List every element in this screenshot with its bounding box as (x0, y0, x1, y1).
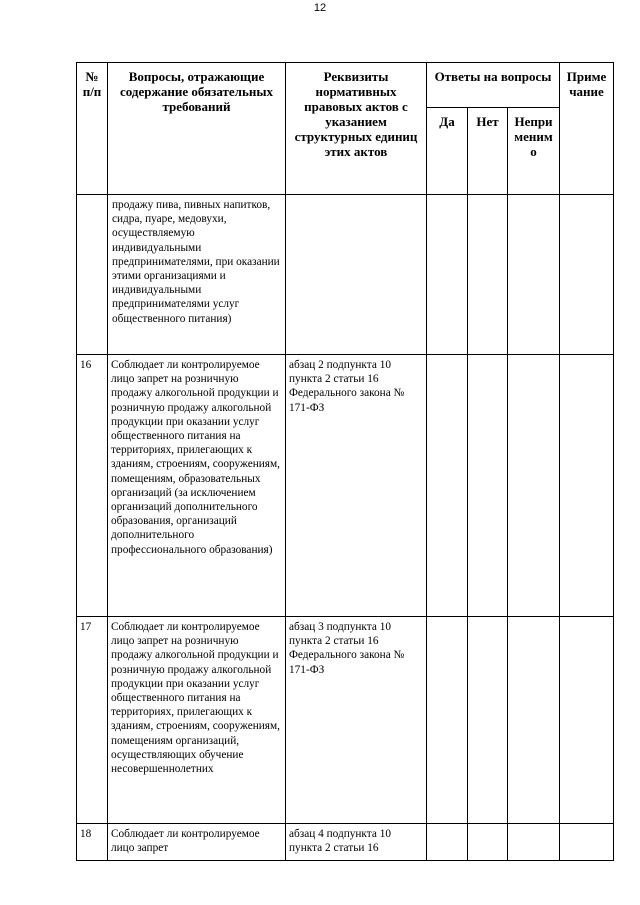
cell-not-applicable (508, 195, 560, 355)
table-row (77, 355, 614, 617)
page-number: 12 (313, 2, 327, 14)
header-no: Нет (468, 108, 508, 195)
cell-no (468, 617, 508, 824)
cell-notes (560, 617, 614, 824)
cell-question: Соблюдает ли контролируемое лицо запрет на розничную продажу алкогольной продукции и розничную продажу алкогольной продукции при оказании услуг общественного питания на территориях, прилегающих к зданиям, строениям, сооружениям, помещениям организаций, осуществляющих обучение несовершеннолетних (108, 617, 286, 824)
header-not-applicable: Непри меним о (508, 108, 560, 195)
cell-notes (560, 824, 614, 861)
cell-question: Соблюдает ли контролируемое лицо запрет (108, 824, 286, 861)
header-yes: Да (427, 108, 468, 195)
cell-not-applicable (508, 617, 560, 824)
cell-notes (560, 355, 614, 617)
checklist-table (76, 62, 614, 861)
table-row (77, 824, 614, 861)
cell-number (77, 195, 108, 355)
cell-requisite: абзац 3 подпункта 10 пункта 2 статьи 16 Федерального закона № 171-ФЗ (286, 617, 427, 824)
cell-no (468, 355, 508, 617)
header-notes: Приме чание (560, 63, 614, 195)
cell-requisite: абзац 4 подпункта 10 пункта 2 статьи 16 (286, 824, 427, 861)
cell-no (468, 824, 508, 861)
table-row (77, 617, 614, 824)
header-number: № п/п (77, 63, 108, 195)
cell-yes (427, 617, 468, 824)
cell-yes (427, 355, 468, 617)
cell-question: Соблюдает ли контролируемое лицо запрет на розничную продажу алкогольной продукции и розничную продажу алкогольной продукции при оказании услуг общественного питания на территориях, прилегающих к зданиям, строениям, сооружениям, помещениям, образовательных организаций (за исключением организаций дополнительного образования, организаций дополнительного профессионального образования) (108, 355, 286, 617)
cell-number: 17 (77, 617, 108, 824)
header-questions: Вопросы, отражающие содержание обязательных требований (108, 63, 286, 195)
table-row-continuation (77, 195, 614, 355)
cell-no (468, 195, 508, 355)
cell-yes (427, 195, 468, 355)
cell-number: 16 (77, 355, 108, 617)
header-requisites: Реквизиты нормативных правовых актов с указанием структурных единиц этих актов (286, 63, 427, 195)
cell-yes (427, 824, 468, 861)
cell-number: 18 (77, 824, 108, 861)
header-answers: Ответы на вопросы (427, 63, 560, 108)
cell-notes (560, 195, 614, 355)
cell-requisite: абзац 2 подпункта 10 пункта 2 статьи 16 Федерального закона № 171-ФЗ (286, 355, 427, 617)
cell-question: продажу пива, пивных напитков, сидра, пуаре, медовухи, осуществляемую индивидуальными предпринимателями, при оказании этими организациями и индивидуальными предпринимателями услуг общественного питания) (108, 195, 286, 355)
cell-not-applicable (508, 824, 560, 861)
cell-not-applicable (508, 355, 560, 617)
cell-requisite (286, 195, 427, 355)
